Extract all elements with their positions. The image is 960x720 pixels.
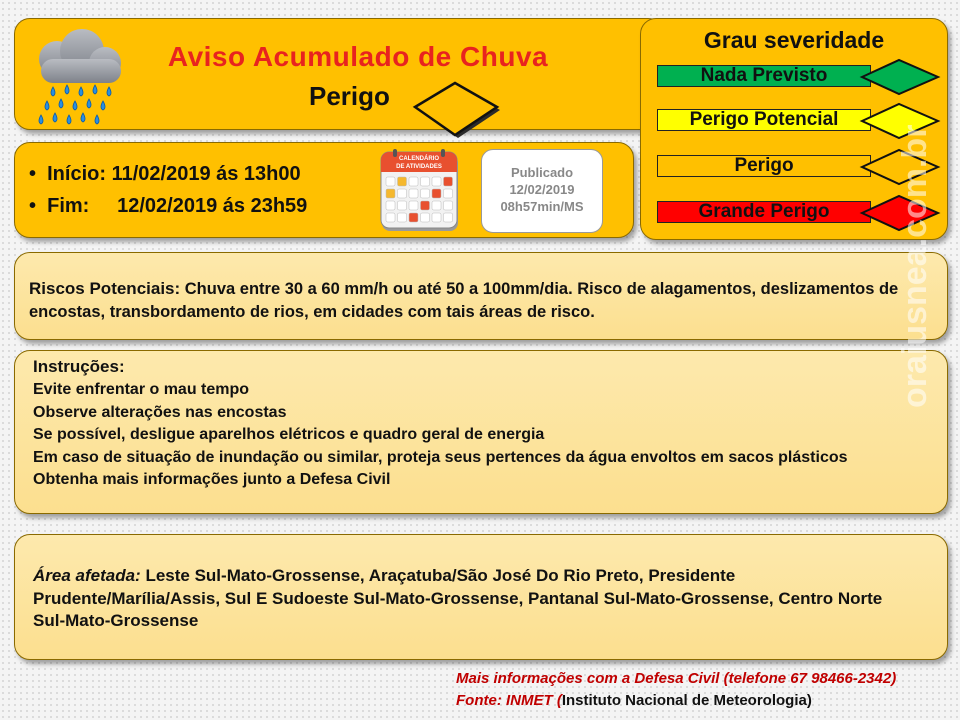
watermark xyxy=(896,308,935,408)
affected-area-text xyxy=(33,565,917,633)
published-time: 08h57min/MS xyxy=(500,199,584,214)
calendar-cell xyxy=(421,201,430,210)
end-date-text: Fim: 12/02/2019 ás 23h59 xyxy=(47,195,308,217)
start-date: • Início: 11/02/2019 ás 13h00 xyxy=(29,163,301,185)
affected-area-regions: Leste Sul-Mato-Grossense, Araçatuba/São José Do Rio Preto, Presidente Prudente/Marília/Assis, Sul E Sudoeste Sul-Mato-Grossense, Pantanal Sul-Mato-Grossense, Centro Norte Sul-Mato-Grossense xyxy=(33,566,883,630)
calendar-cell xyxy=(421,189,430,198)
calendar-title-line2: DE ATIVIDADES xyxy=(396,164,442,170)
warning-title: Aviso Acumulado de Chuva xyxy=(167,41,549,72)
calendar-cell xyxy=(398,177,407,186)
calendar-cell xyxy=(432,189,441,198)
end-date: • Fim: 12/02/2019 ás 23h59 xyxy=(29,195,308,217)
published-label: Publicado xyxy=(510,165,574,180)
validity-dates-panel xyxy=(14,142,634,238)
affected-area-panel xyxy=(14,534,948,660)
calendar-cell xyxy=(432,201,441,210)
instruction-item: Se possível, desligue aparelhos elétricos e quadro geral de energia xyxy=(33,426,545,443)
instructions-panel xyxy=(14,350,948,514)
rain-cloud-icon xyxy=(27,25,127,143)
calendar-cell xyxy=(444,189,453,198)
calendar-cell xyxy=(409,213,418,222)
calendar-title-line1: CALENDÁRIO xyxy=(399,156,439,162)
calendar-cell xyxy=(398,201,407,210)
calendar-cell xyxy=(421,177,430,186)
warning-header-panel xyxy=(14,18,664,130)
footer-source xyxy=(456,690,946,712)
calendar-cell xyxy=(386,177,395,186)
severity-label: Perigo xyxy=(657,155,871,177)
footer-source-prefix: Fonte: INMET ( xyxy=(456,692,562,709)
risks-description: Chuva entre 30 a 60 mm/h ou até 50 a 100mm/dia. Risco de alagamentos, deslizamentos de encostas, transbordamento de rios, em cidades com tais áreas de risco. xyxy=(29,280,899,321)
severity-label: Perigo Potencial xyxy=(657,109,871,131)
instruction-item: Observe alterações nas encostas xyxy=(33,403,287,421)
calendar-cell xyxy=(386,201,395,210)
calendar-cell xyxy=(444,201,453,210)
instruction-item: Obtenha mais informações junto a Defesa Civil xyxy=(33,471,391,488)
severity-title: Grau severidade xyxy=(703,27,885,53)
calendar-cell xyxy=(386,213,395,222)
severity-row-nada-previsto xyxy=(657,57,947,93)
instructions-title: Instruções: xyxy=(33,357,125,376)
published-date: 12/02/2019 xyxy=(509,182,575,197)
calendar-cell xyxy=(409,177,418,186)
calendar-cell xyxy=(386,189,395,198)
calendar-icon xyxy=(379,149,461,233)
footer-source-name: Instituto Nacional de Meteorologia) xyxy=(561,692,812,709)
severity-label: Nada Previsto xyxy=(657,65,871,87)
calendar-cell xyxy=(444,213,453,222)
instructions-list xyxy=(33,379,907,492)
calendar-cell xyxy=(432,213,441,222)
instruction-item: Em caso de situação de inundação ou similar, proteja seus pertences da água envoltos em sacos plásticos xyxy=(33,448,848,466)
level-diamond-icon xyxy=(411,77,501,141)
footer-contact: Mais informações com a Defesa Civil (telefone 67 98466-2342) xyxy=(456,670,897,687)
calendar-cell xyxy=(432,177,441,186)
calendar-cell xyxy=(409,201,418,210)
affected-area-label: Área afetada: xyxy=(33,566,141,585)
risks-text xyxy=(29,277,929,324)
severity-diamond-icon xyxy=(859,57,941,97)
severity-label: Grande Perigo xyxy=(657,201,871,223)
publication-info xyxy=(481,149,603,233)
calendar-cell xyxy=(409,189,418,198)
risks-label: Riscos Potenciais: xyxy=(29,279,181,298)
warning-level: Perigo xyxy=(309,81,390,111)
calendar-cell xyxy=(444,177,453,186)
instruction-item: Evite enfrentar o mau tempo xyxy=(33,381,250,398)
calendar-cell xyxy=(421,213,430,222)
calendar-cell xyxy=(398,213,407,222)
risks-panel xyxy=(14,252,948,340)
calendar-cell xyxy=(398,189,407,198)
start-date-text: Início: 11/02/2019 ás 13h00 xyxy=(47,163,301,185)
footer-info xyxy=(456,668,946,712)
